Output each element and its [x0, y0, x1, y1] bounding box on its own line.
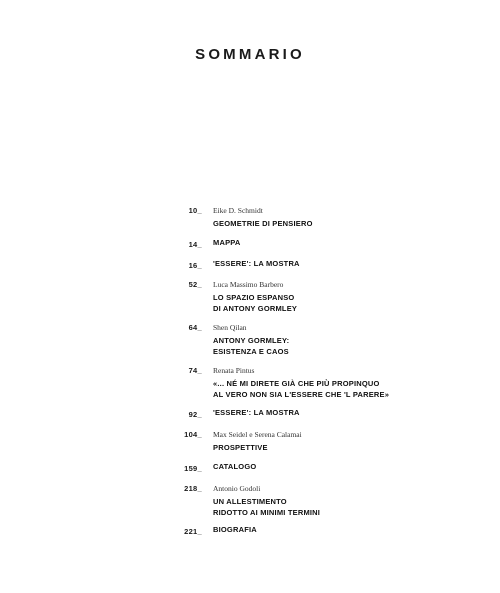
toc-title-line: UN ALLESTIMENTO: [213, 497, 287, 506]
toc-title: [213, 462, 256, 473]
toc-page-number: 52_: [188, 280, 202, 289]
toc-page-number: 218_: [184, 484, 202, 493]
toc-title-line: PROSPETTIVE: [213, 443, 268, 452]
toc-title-line: ESISTENZA E CAOS: [213, 346, 289, 356]
toc-title-line: CATALOGO: [213, 462, 257, 471]
toc-title: [213, 259, 300, 270]
toc-title: [213, 525, 257, 536]
toc-title: [213, 379, 389, 400]
toc-author: Max Seidel e Serena Calamai: [213, 430, 302, 439]
toc-title-line: 'ESSERE': LA MOSTRA: [213, 259, 300, 268]
toc-title-line: MAPPA: [213, 238, 241, 247]
toc-title: [213, 293, 297, 314]
toc-title: [213, 336, 289, 357]
toc-author: Renata Pintus: [213, 366, 255, 375]
toc-title-line: LO SPAZIO ESPANSO: [213, 293, 295, 302]
toc-page-number: 92_: [188, 410, 202, 419]
toc-page-number: 16_: [188, 261, 202, 270]
toc-author: Eike D. Schmidt: [213, 206, 263, 215]
toc-title-line: 'ESSERE': LA MOSTRA: [213, 408, 300, 417]
toc-page-number: 10_: [188, 206, 202, 215]
toc-page-number: 64_: [188, 323, 202, 332]
toc-page-number: 221_: [184, 527, 202, 536]
page-title: SOMMARIO: [195, 46, 305, 63]
toc-page-number: 104_: [184, 430, 202, 439]
toc-author: Antonio Godoli: [213, 484, 261, 493]
toc-title: [213, 408, 300, 419]
toc-title-line: ANTONY GORMLEY:: [213, 336, 290, 345]
toc-title-line: RIDOTTO AI MINIMI TERMINI: [213, 507, 321, 517]
toc-title: [213, 238, 241, 249]
toc-title: [213, 497, 320, 518]
toc-page-number: 14_: [188, 240, 202, 249]
toc-title: [213, 219, 313, 230]
toc-author: Shen Qilan: [213, 323, 247, 332]
toc-title-line: BIOGRAFIA: [213, 525, 257, 534]
toc-title: [213, 443, 268, 454]
toc-title-line: DI ANTONY GORMLEY: [213, 303, 298, 313]
toc-title-line: GEOMETRIE DI PENSIERO: [213, 219, 313, 228]
toc-author: Luca Massimo Barbero: [213, 280, 284, 289]
toc-title-line: AL VERO NON SIA L'ESSERE CHE 'L PARERE»: [213, 389, 390, 399]
toc-page-number: 159_: [184, 464, 202, 473]
toc-title-line: «... NÉ MI DIRETE GIÀ CHE PIÙ PROPINQUO: [213, 379, 380, 388]
toc-page-number: 74_: [188, 366, 202, 375]
